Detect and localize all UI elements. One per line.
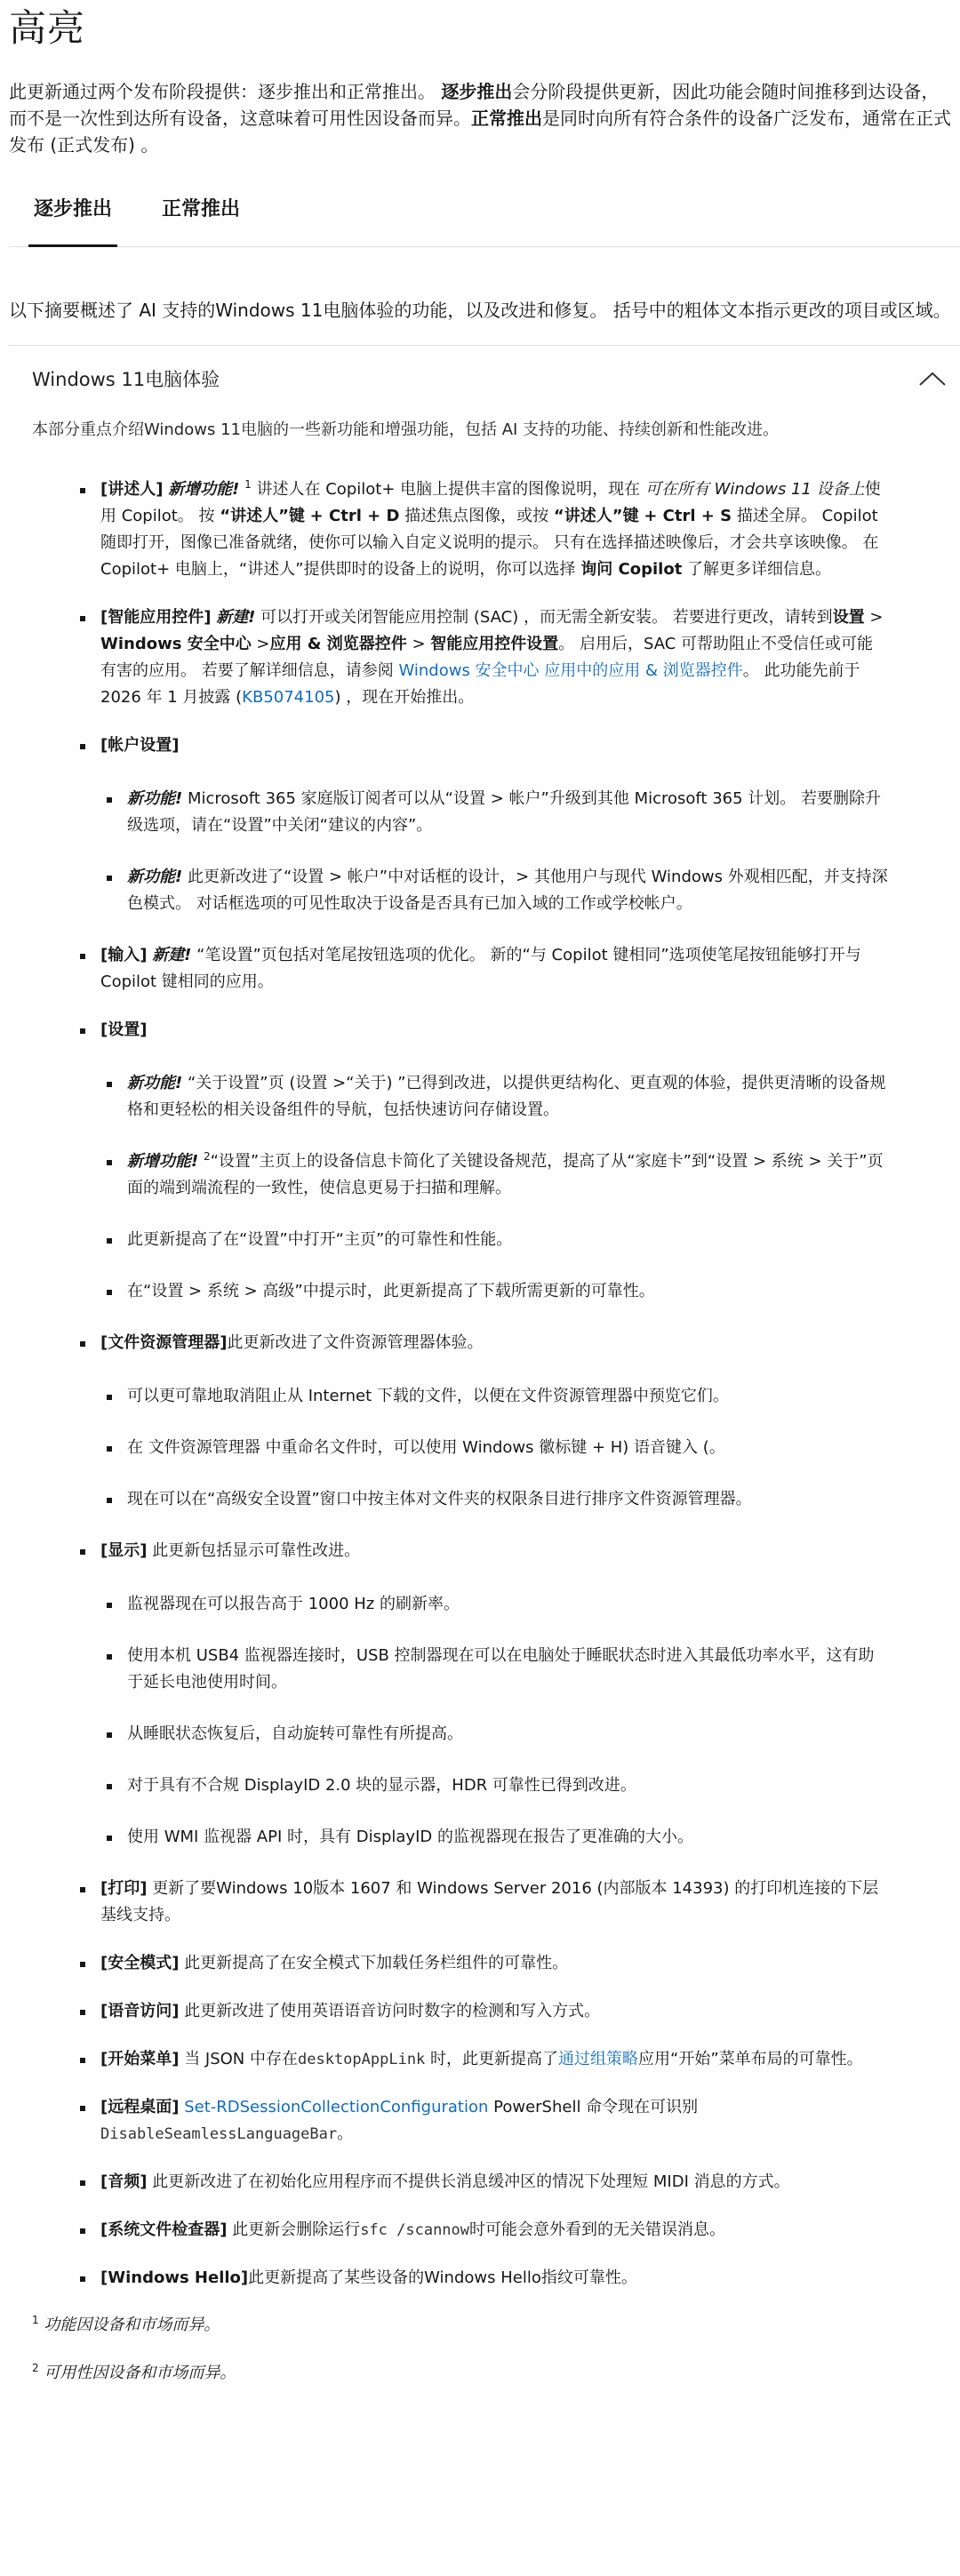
tab-gradual-rollout[interactable]: 逐步推出 [28,194,117,247]
display-sublist [100,1591,889,1851]
list-item: 新功能! “关于设置”页 (设置 >“关于) ”已得到改进，以提供更结构化、更直观的体验，提供更清晰的设备规格和更轻松的相关设备组件的导航，包括快速访问存储设置。 [100,1070,889,1124]
app-browser-control-link[interactable]: Windows 安全中心 应用中的应用 & 浏览器控件 [398,661,743,680]
footnote-1: $^1$ 功能因设备和市场而异。 [32,2314,220,2334]
list-item: 对于具有不合规 DisplayID 2.0 块的显示器，HDR 可靠性已得到改进。 [100,1772,889,1799]
list-item: 新功能! 此更新改进了“设置 > 帐户”中对话框的设计，> 其他用户与现代 Windows 外观相匹配，并支持深色模式。 对话框选项的可见性取决于设备是否具有已加入域的工作或学校帐户。 [100,864,889,917]
list-item-smart-app-control: [智能应用控件] 新建! 可以打开或关闭智能应用控制 (SAC) ，而无需全新安装。 若要进行更改，请转到设置 > Windows 安全中心 >应用 & 浏览器控件 > 智能应用控件设置。 启用后，SAC 可帮助阻止不受信任或可能有害的应用。 若要了解详细信息，请参阅 Windows 安全中心 应用中的应用 & 浏览器控件。 此功能先前于 2026 年 1 月披露 (KB5074105) ，现在开始推出。 [9,604,889,711]
group-policy-link[interactable]: 通过组策略 [558,2050,639,2068]
list-item: 从睡眠状态恢复后，自动旋转可靠性有所提高。 [100,1721,889,1748]
rollout-tabs [9,194,960,247]
list-item-settings: [设置] 新功能! “关于设置”页 (设置 >“关于) ”已得到改进，以提供更结构化、更直观的体验，提供更清晰的设备规格和更轻松的相关设备组件的导航，包括快速访问存储设置。 新增功能! $^2$“设置”主页上的设备信息卡简化了关键设备规范，提高了从“家庭卡”到“设置 > 系统 > 关于”页面的端到端流程的一致性，使信息更易于扫描和理解。 此更新提高了在“设置”中打开“主页”的可靠性和性能。 在“设置 > 系统 > 高级”中提示时，此更新提高了下载所需更新的可靠性。 [9,1017,889,1305]
list-item: 监视器现在可以报告高于 1000 Hz 的刷新率。 [100,1591,889,1618]
list-item-print: [打印] 更新了要Windows 10版本 1607 和 Windows Server 2016 (内部版本 14393) 的打印机连接的下层基线支持。 [9,1876,889,1929]
list-item-voice-access: [语音访问] 此更新改进了使用英语语音访问时数字的检测和写入方式。 [9,1998,889,2025]
list-item-remote-desktop: [远程桌面] Set-RDSessionCollectionConfiguration PowerShell 命令现在可识别 DisableSeamlessLanguageBar。 [9,2094,889,2148]
page [0,4,960,2421]
list-item: 此更新提高了在“设置”中打开“主页”的可靠性和性能。 [100,1227,889,1253]
account-sublist [100,786,889,917]
kb5074105-link[interactable]: KB5074105 [242,688,335,707]
page-title: 高亮 [9,6,86,50]
list-item: 在 文件资源管理器 中重命名文件时，可以使用 Windows 徽标键 + H) 语音键入 (。 [100,1435,889,1461]
tab-normal-rollout[interactable]: 正常推出 [162,198,241,220]
list-item: 新增功能! $^2$“设置”主页上的设备信息卡简化了关键设备规范，提高了从“家庭卡”到“设置 > 系统 > 关于”页面的端到端流程的一致性，使信息更易于扫描和理解。 [100,1148,889,1202]
intro-paragraph: 此更新通过两个发布阶段提供：逐步推出和正常推出。 逐步推出会分阶段提供更新，因此功能会随时间推移到达设备，而不是一次性到达所有设备，这意味着可用性因设备而异。正常推出是同时向所有符合条件的设备广泛发布，通常在正式发布 (正式发布) 。 [9,81,951,156]
list-item: 现在可以在“高级安全设置”窗口中按主体对文件夹的权限条目进行排序文件资源管理器。 [100,1486,889,1513]
list-item-display: [显示] 此更新包括显示可靠性改进。 监视器现在可以报告高于 1000 Hz 的刷新率。 使用本机 USB4 监视器连接时，USB 控制器现在可以在电脑处于睡眠状态时进入其最低功率水平，这有助于延长电池使用时间。 从睡眠状态恢复后，自动旋转可靠性有所提高。 对于具有不合规 DisplayID 2.0 块的显示器，HDR 可靠性已得到改进。 使用 WMI 监视器 API 时，具有 DisplayID 的监视器现在报告了更准确的大小。 [9,1538,889,1851]
summary-text: 以下摘要概述了 AI 支持的Windows 11电脑体验的功能，以及改进和修复。 括号中的粗体文本指示更改的项目或区域。 [9,300,951,321]
footnote-2: $^2$ 可用性因设备和市场而异。 [32,2362,236,2382]
list-item-safe-mode: [安全模式] 此更新提高了在安全模式下加载任务栏组件的可靠性。 [9,1950,889,1977]
list-item-account-settings: [帐户设置] 新功能! Microsoft 365 家庭版订阅者可以从“设置 > 帐户”升级到其他 Microsoft 365 计划。 若要删除升级选项，请在“设置”中关闭“建议的内容”。 新功能! 此更新改进了“设置 > 帐户”中对话框的设计，> 其他用户与现代 Windows 外观相匹配，并支持深色模式。 对话框选项的可见性取决于设备是否具有已加入域的工作或学校帐户。 [9,732,889,917]
accordion-header[interactable] [9,345,960,411]
rd-session-config-link[interactable]: Set-RDSessionCollectionConfiguration [184,2098,489,2116]
accordion-title: Windows 11电脑体验 [32,368,220,390]
list-item: 在“设置 > 系统 > 高级”中提示时，此更新提高了下载所需更新的可靠性。 [100,1278,889,1305]
list-item-input: [输入] 新建! “笔设置”页包括对笔尾按钮选项的优化。 新的“与 Copilot 键相同”选项使笔尾按钮能够打开与 Copilot 键相同的应用。 [9,942,889,996]
list-item-narrator: [讲述人] 新增功能! $^1$ 讲述人在 Copilot+ 电脑上提供丰富的图像说明，现在 可在所有 Windows 11 设备上使用 Copilot。 按 “讲述人”键 + Ctrl + D 描述焦点图像，或按 “讲述人”键 + Ctrl + S 描述全屏。 Copilot 随即打开，图像已准备就绪，使你可以输入自定义说明的提示。 只有在选择描述映像后，才会共享该映像。 在 Copilot+ 电脑上，“讲述人”提供即时的设备上的说明，你可以选择 询问 Copilot 了解更多详细信息。 [9,476,889,583]
settings-sublist [100,1070,889,1305]
list-item-windows-hello: [Windows Hello]此更新提高了某些设备的Windows Hello指纹可靠性。 [9,2265,889,2292]
list-item: 可以更可靠地取消阻止从 Internet 下载的文件，以便在文件资源管理器中预览它们。 [100,1383,889,1410]
chevron-up-icon[interactable] [917,370,948,388]
highlights-list [9,476,960,2292]
accordion-description: 本部分重点介绍Windows 11电脑的一些新功能和增强功能，包括 AI 支持的功能、持续创新和性能改进。 [32,420,780,439]
list-item-start-menu: [开始菜单] 当 JSON 中存在desktopAppLink 时，此更新提高了通过组策略应用“开始”菜单布局的可靠性。 [9,2046,889,2073]
explorer-sublist [100,1383,889,1513]
list-item: 新功能! Microsoft 365 家庭版订阅者可以从“设置 > 帐户”升级到其他 Microsoft 365 计划。 若要删除升级选项，请在“设置”中关闭“建议的内容”。 [100,786,889,839]
list-item: 使用本机 USB4 监视器连接时，USB 控制器现在可以在电脑处于睡眠状态时进入其最低功率水平，这有助于延长电池使用时间。 [100,1643,889,1696]
list-item-audio: [音频] 此更新改进了在初始化应用程序而不提供长消息缓冲区的情况下处理短 MIDI 消息的方式。 [9,2169,889,2196]
list-item-sfc: [系统文件检查器] 此更新会删除运行sfc /scannow时可能会意外看到的无关错误消息。 [9,2217,889,2244]
list-item: 使用 WMI 监视器 API 时，具有 DisplayID 的监视器现在报告了更准确的大小。 [100,1824,889,1851]
list-item-file-explorer: [文件资源管理器]此更新改进了文件资源管理器体验。 可以更可靠地取消阻止从 Internet 下载的文件，以便在文件资源管理器中预览它们。 在 文件资源管理器 中重命名文件时，可以使用 Windows 徽标键 + H) 语音键入 (。 现在可以在“高级安全设置”窗口中按主体对文件夹的权限条目进行排序文件资源管理器。 [9,1330,889,1513]
